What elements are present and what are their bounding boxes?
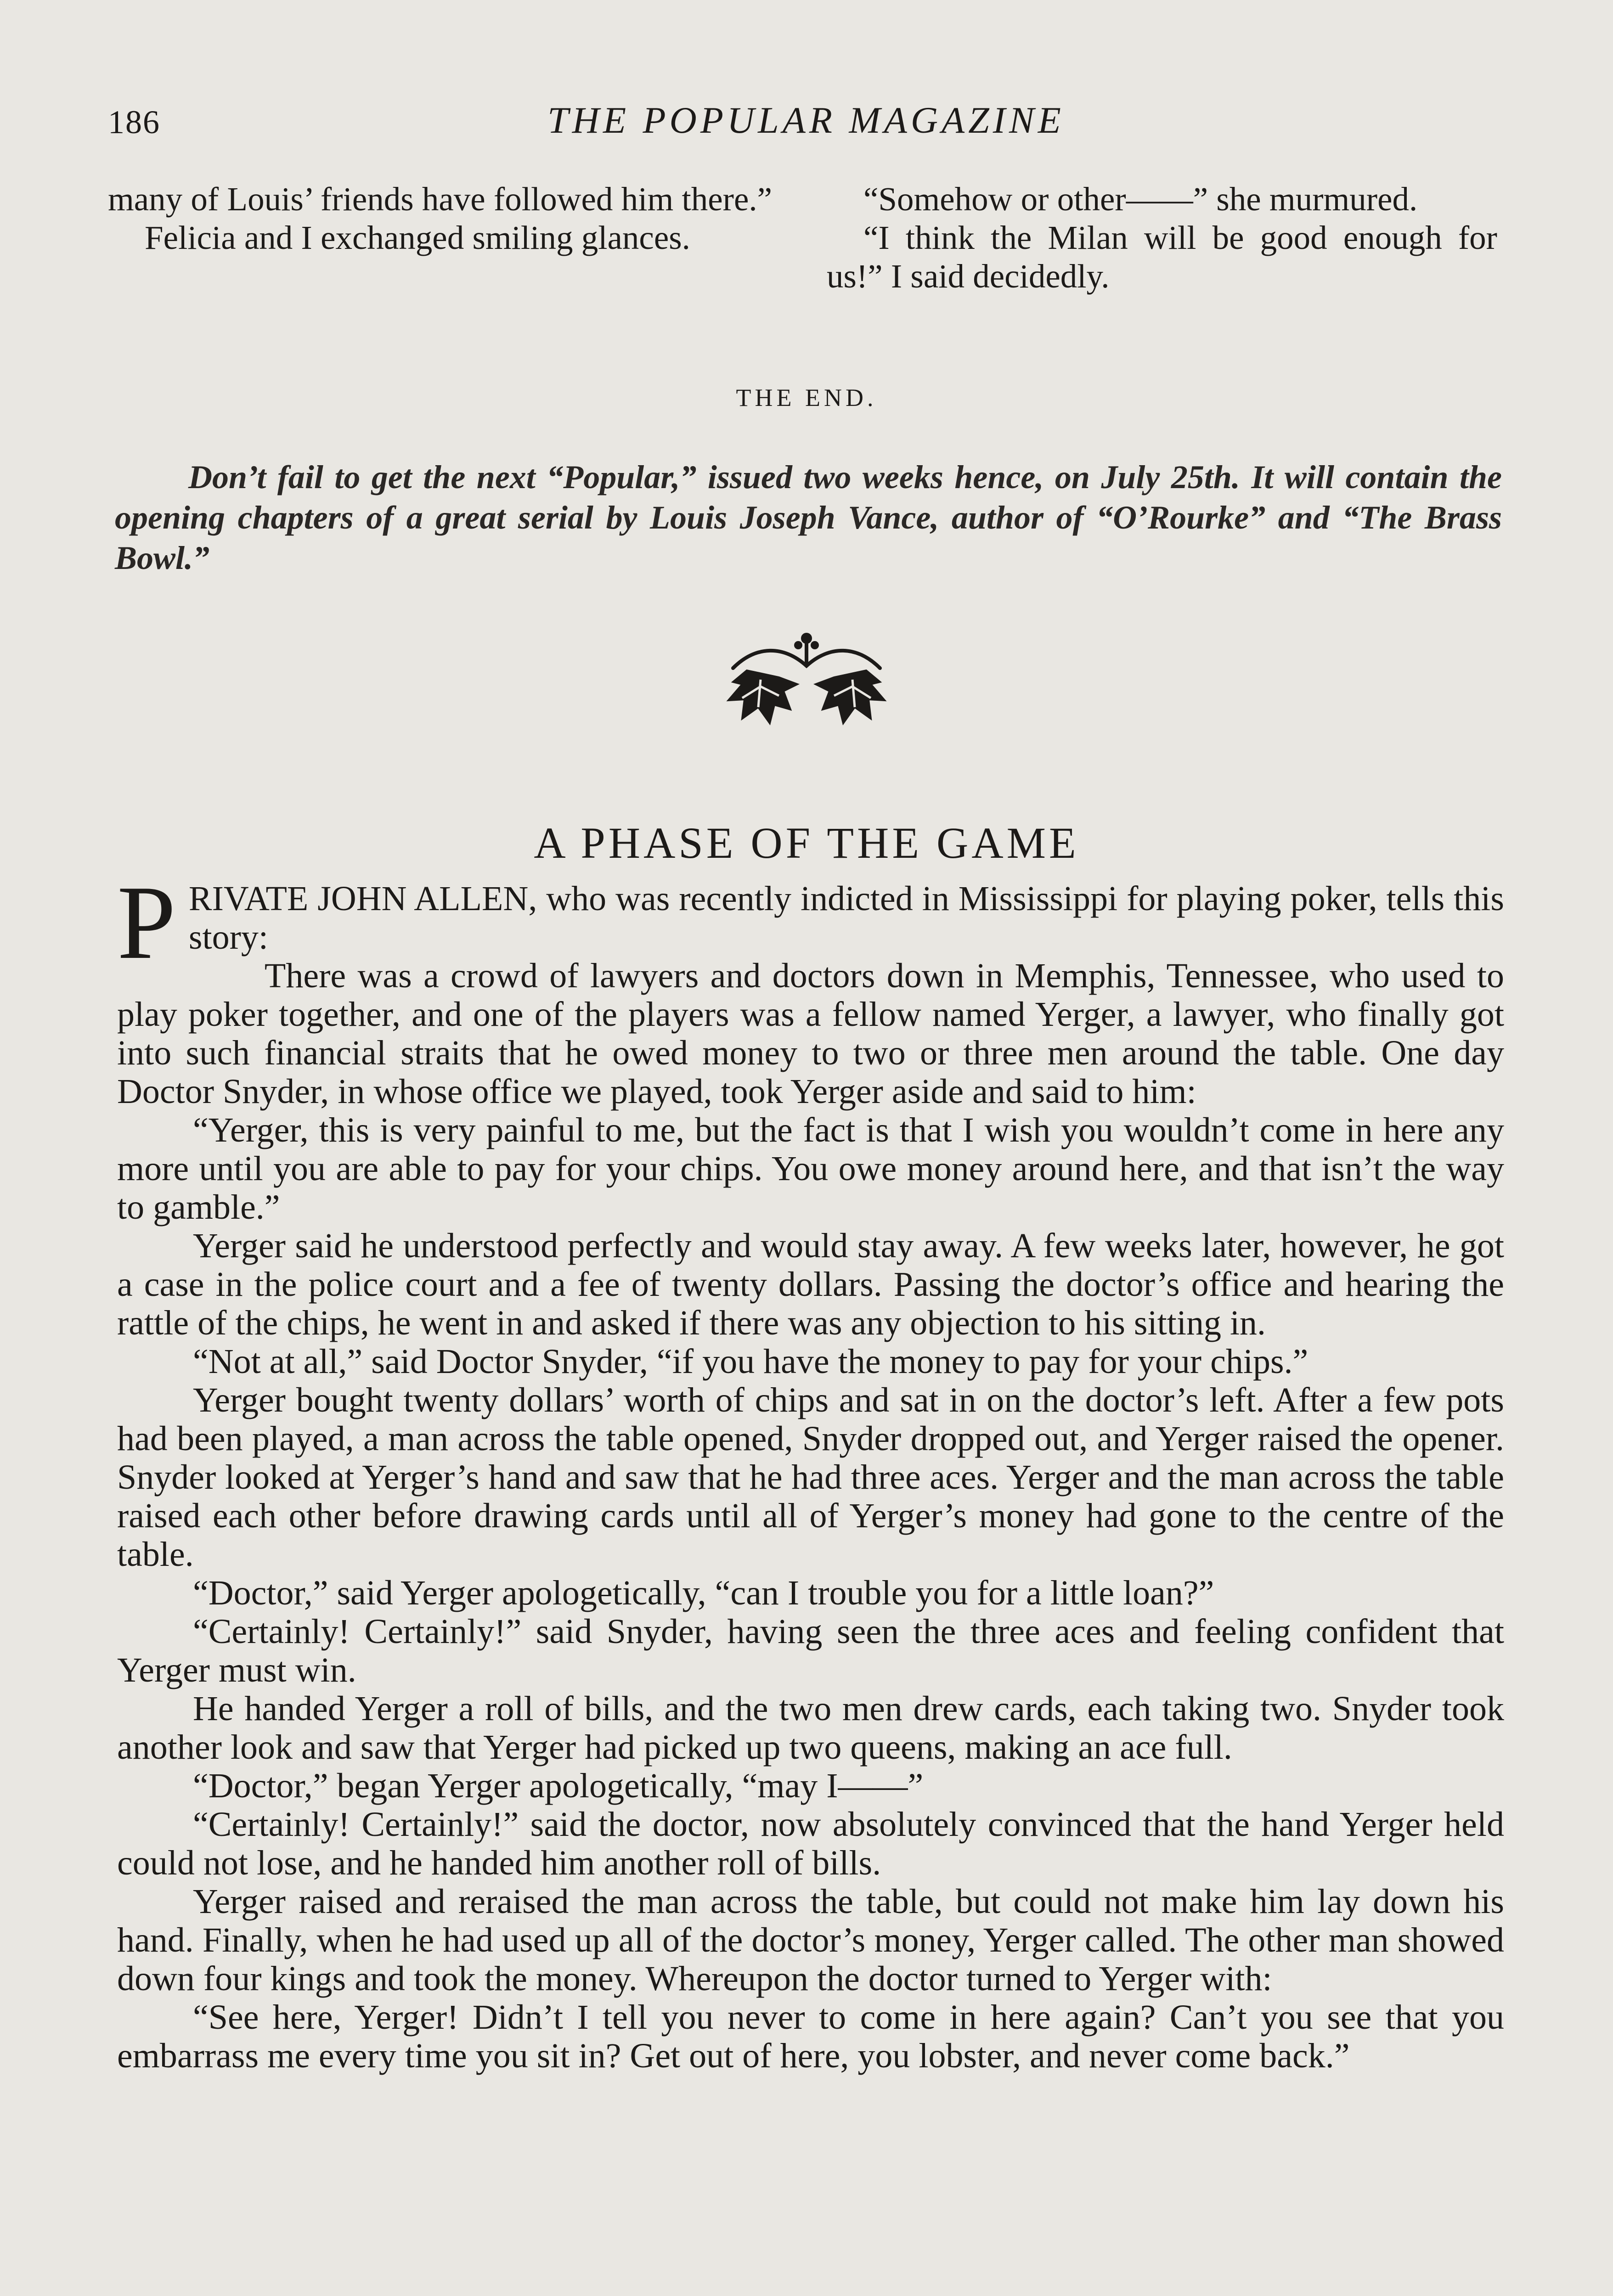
article-paragraph: “Yerger, this is very painful to me, but the fact is that I wish you wouldn’t come in here any more until you are able to pay for your chips. You owe money around here, and that isn’t the way to gamble.” <box>117 1111 1504 1227</box>
story-paragraph: “Somehow or other——” she murmured. <box>863 180 1418 218</box>
next-issue-notice: Don’t fail to get the next “Popular,” issued two weeks hence, on July 25th. It will contain the opening chapters of a great serial by Louis Joseph Vance, author of “O’Rourke” and “The Brass Bowl.” <box>115 459 1502 576</box>
article-paragraph: “Doctor,” said Yerger apologetically, “can I trouble you for a little loan?” <box>193 1574 1214 1612</box>
article-paragraph: Yerger raised and reraised the man across the table, but could not make him lay down his hand. Finally, when he had used up all of the doctor’s money, Yerger called. The other man showed down four kings and took the money. Whereupon the doctor turned to Yerger with: <box>117 1882 1504 1998</box>
opening-text: RIVATE JOHN ALLEN, who was recently indicted in Mississippi for playing poker, tells this story: <box>188 879 1504 957</box>
article-paragraph: “Certainly! Certainly!” said the doctor, now absolutely convinced that the hand Yerger held could not lose, and he handed him another roll of bills. <box>117 1805 1504 1882</box>
article-body <box>117 864 1504 2075</box>
article-paragraph: “Doctor,” began Yerger apologetically, “may I——” <box>193 1767 924 1805</box>
article-paragraph: “Not at all,” said Doctor Snyder, “if you have the money to pay for your chips.” <box>193 1342 1308 1381</box>
page-header <box>108 99 1504 149</box>
article-paragraph: Yerger bought twenty dollars’ worth of chips and sat in on the doctor’s left. After a few pots had been played, a man across the table opened, Snyder dropped out, and Yerger raised the opener. Snyder looked at Yerger’s hand and saw that he had three aces. Yerger and the man across the table raised each other before drawing cards until all of Yerger’s money had gone to the centre of the table. <box>117 1381 1504 1574</box>
drop-cap: P <box>117 864 176 981</box>
article-paragraph: Yerger said he understood perfectly and would stay away. A few weeks later, however, he got a case in the police court and a fee of twenty dollars. Passing the doctor’s office and hearing the rattle of the chips, he went in and asked if there was any objection to his sitting in. <box>117 1227 1504 1342</box>
story-paragraph: many of Louis’ friends have followed him there.” <box>108 180 773 218</box>
story-paragraph: “I think the Milan will be good enough for us!” I said decidedly. <box>827 219 1497 295</box>
grape-leaf-ornament-icon <box>715 627 898 732</box>
article-paragraph: He handed Yerger a roll of bills, and the two men drew cards, each taking two. Snyder took another look and saw that Yerger had picked up two queens, making an ace full. <box>117 1689 1504 1767</box>
article-paragraph: “See here, Yerger! Didn’t I tell you never to come in here again? Can’t you see that you embarrass me every time you sit in? Get out of here, you lobster, and never come back.” <box>117 1998 1504 2075</box>
page-number: 186 <box>108 104 160 141</box>
article-opening-paragraph <box>117 864 1504 981</box>
article-title: A PHASE OF THE GAME <box>534 818 1079 867</box>
story-paragraph: Felicia and I exchanged smiling glances. <box>145 219 690 256</box>
magazine-title: THE POPULAR MAGAZINE <box>547 99 1065 141</box>
previous-story-right-column <box>827 180 1497 296</box>
story-end-mark: THE END. <box>736 384 877 411</box>
previous-story-left-column <box>108 180 778 257</box>
article-paragraph: There was a crowd of lawyers and doctors down in Memphis, Tennessee, who used to play poker together, and one of the players was a fellow named Yerger, a lawyer, who finally got into such financial straits that he owed money to two or three men around the table. One day Doctor Snyder, in whose office we played, took Yerger aside and said to him: <box>117 957 1504 1111</box>
article-paragraph: “Certainly! Certainly!” said Snyder, having seen the three aces and feeling confident that Yerger must win. <box>117 1612 1504 1689</box>
